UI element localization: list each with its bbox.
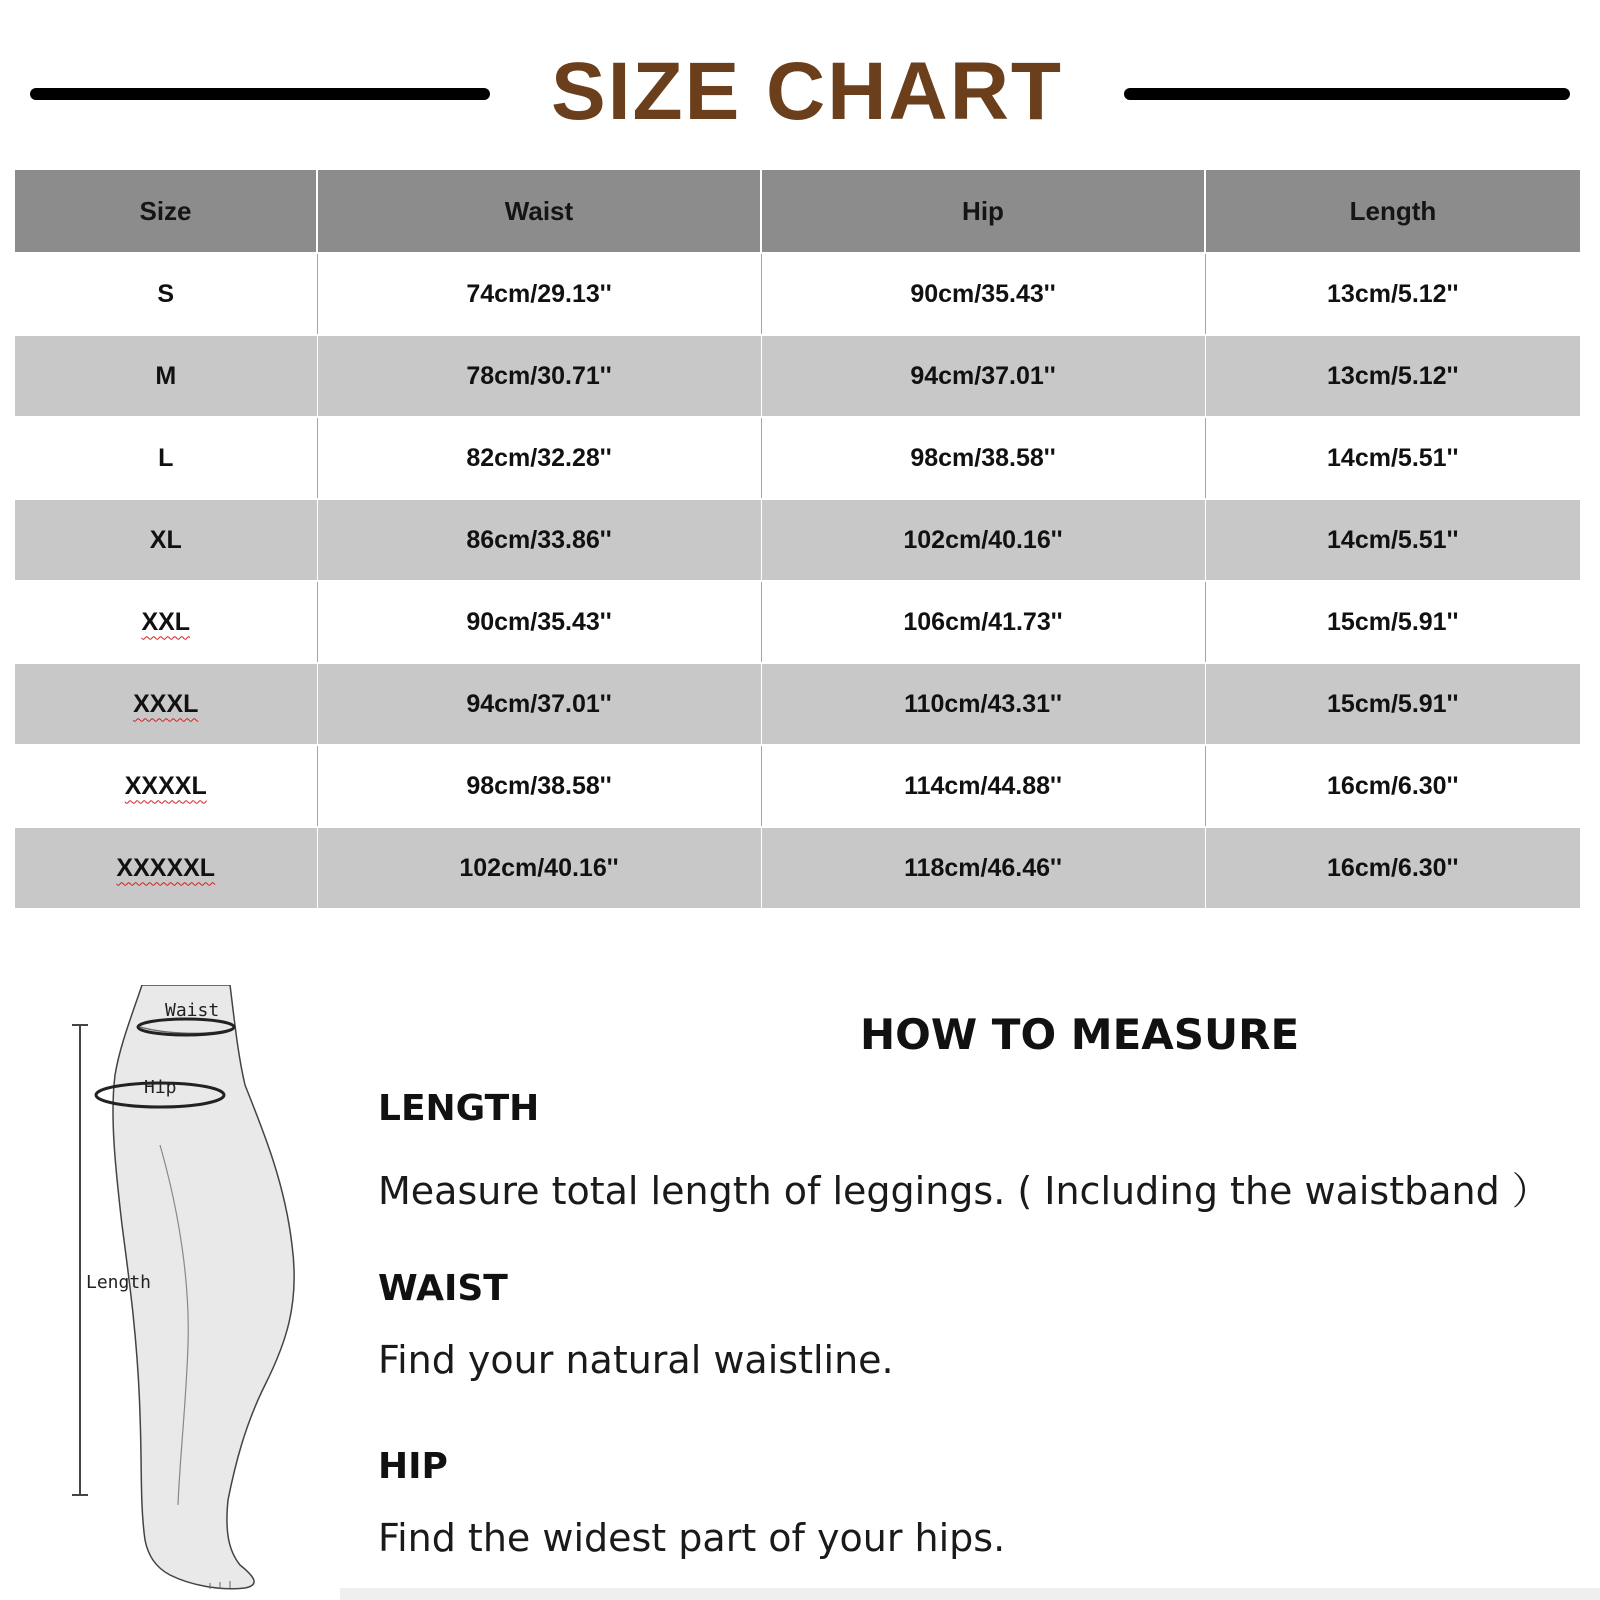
cell-hip: 114cm/44.88'' (761, 745, 1205, 827)
cell-waist: 94cm/37.01'' (317, 663, 761, 745)
cell-size (15, 663, 317, 745)
figure-hip-label: Hip (144, 1077, 177, 1098)
cell-waist: 74cm/29.13'' (317, 253, 761, 335)
cell-length: 13cm/5.12'' (1205, 335, 1580, 417)
table-row (15, 745, 1580, 827)
cell-length: 16cm/6.30'' (1205, 745, 1580, 827)
hip-title: HIP (378, 1446, 448, 1487)
leggings-figure (60, 985, 360, 1600)
title-rule-left (30, 88, 490, 100)
cell-size (15, 827, 317, 909)
title-rule-right (1124, 88, 1570, 100)
cell-waist: 82cm/32.28'' (317, 417, 761, 499)
bottom-band (340, 1588, 1600, 1600)
cell-length: 15cm/5.91'' (1205, 663, 1580, 745)
figure-waist-label: Waist (165, 1000, 220, 1021)
cell-hip: 106cm/41.73'' (761, 581, 1205, 663)
cell-waist: 78cm/30.71'' (317, 335, 761, 417)
size-label: XXXXXL (116, 853, 216, 882)
cell-size (15, 581, 317, 663)
cell-hip: 110cm/43.31'' (761, 663, 1205, 745)
waist-text: Find your natural waistline. (378, 1338, 894, 1382)
length-title: LENGTH (378, 1088, 540, 1129)
cell-size: L (15, 417, 317, 499)
table-row (15, 663, 1580, 745)
header-hip: Hip (761, 170, 1205, 253)
cell-length: 13cm/5.12'' (1205, 253, 1580, 335)
cell-waist: 90cm/35.43'' (317, 581, 761, 663)
header-length: Length (1205, 170, 1580, 253)
table-row (15, 335, 1580, 417)
table-row (15, 581, 1580, 663)
cell-length: 14cm/5.51'' (1205, 499, 1580, 581)
figure-length-label: Length (86, 1272, 152, 1293)
table-row (15, 499, 1580, 581)
size-label: XXL (141, 607, 191, 636)
cell-size: S (15, 253, 317, 335)
cell-size: M (15, 335, 317, 417)
cell-size: XL (15, 499, 317, 581)
length-text: Measure total length of leggings. ( Including the waistband ） (378, 1169, 1550, 1213)
page-title: SIZE CHART (551, 46, 1063, 137)
header-waist: Waist (317, 170, 761, 253)
hip-text: Find the widest part of your hips. (378, 1516, 1006, 1560)
cell-length: 16cm/6.30'' (1205, 827, 1580, 909)
how-to-measure-heading: HOW TO MEASURE (860, 1010, 1300, 1059)
table-row (15, 253, 1580, 335)
cell-hip: 94cm/37.01'' (761, 335, 1205, 417)
cell-waist: 98cm/38.58'' (317, 745, 761, 827)
cell-length: 15cm/5.91'' (1205, 581, 1580, 663)
size-label: XXXXL (124, 771, 207, 800)
table-row (15, 417, 1580, 499)
cell-hip: 98cm/38.58'' (761, 417, 1205, 499)
cell-length: 14cm/5.51'' (1205, 417, 1580, 499)
cell-waist: 102cm/40.16'' (317, 827, 761, 909)
cell-size (15, 745, 317, 827)
cell-hip: 118cm/46.46'' (761, 827, 1205, 909)
header-size: Size (15, 170, 317, 253)
waist-title: WAIST (378, 1268, 508, 1309)
cell-hip: 90cm/35.43'' (761, 253, 1205, 335)
size-label: XXXL (133, 689, 199, 718)
table-row (15, 827, 1580, 909)
cell-hip: 102cm/40.16'' (761, 499, 1205, 581)
cell-waist: 86cm/33.86'' (317, 499, 761, 581)
size-chart-table (15, 170, 1580, 910)
table-header-row (15, 170, 1580, 253)
